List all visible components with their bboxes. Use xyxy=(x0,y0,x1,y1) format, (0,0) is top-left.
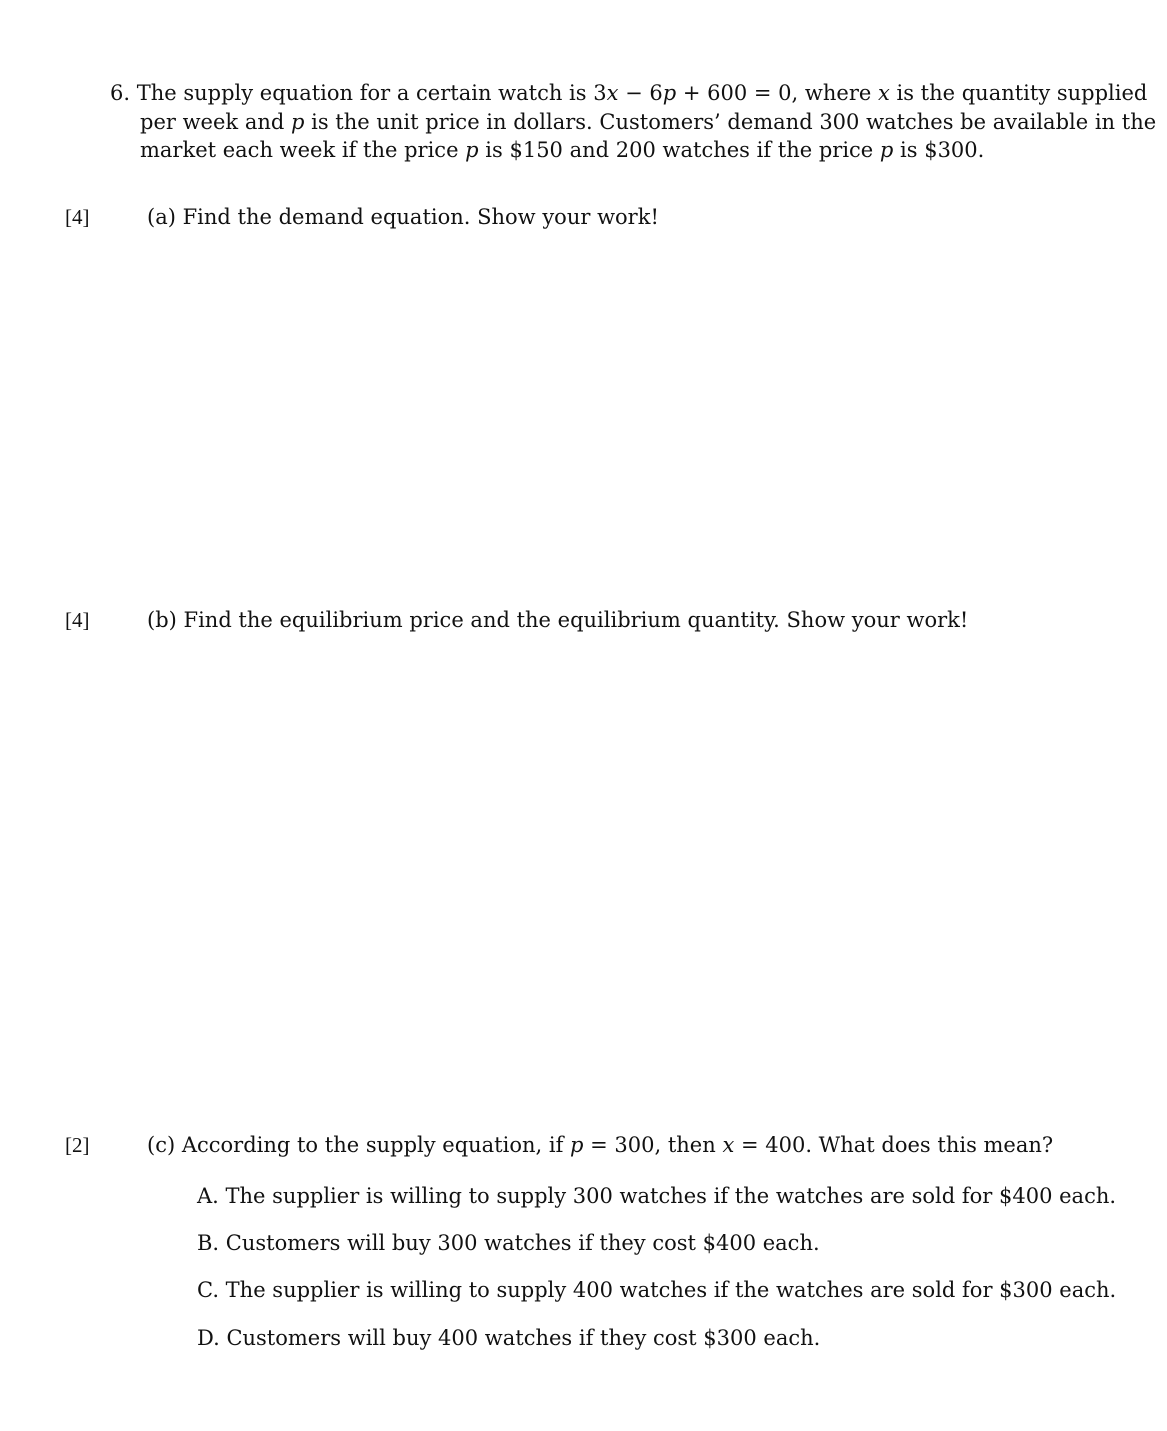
part-b-answer-space[interactable] xyxy=(140,645,1087,1125)
part-b-prompt: (b) Find the equilibrium price and the equilibrium quantity. Show your work! xyxy=(147,608,969,632)
question-stem-line-3: market each week if the price p is $150 and 200 watches if the price p is $300. xyxy=(140,138,985,162)
part-b-marks: [4] xyxy=(65,608,90,632)
part-a-prompt: (a) Find the demand equation. Show your work! xyxy=(147,205,659,229)
part-a-marks: [4] xyxy=(65,205,90,229)
question-stem-line-1: 6. The supply equation for a certain watch is 3x − 6p + 600 = 0, where x is the quantity supplied xyxy=(110,81,1148,105)
option-a[interactable]: A. The supplier is willing to supply 300 watches if the watches are sold for $400 each. xyxy=(197,1184,1117,1208)
question-number: 6. xyxy=(110,81,131,105)
part-c-prompt: (c) According to the supply equation, if p = 300, then x = 400. What does this mean? xyxy=(147,1133,1054,1157)
question-stem-line-2: per week and p is the unit price in dollars. Customers’ demand 300 watches be available in the xyxy=(140,110,1157,134)
option-d[interactable]: D. Customers will buy 400 watches if they cost $300 each. xyxy=(197,1326,821,1350)
option-b[interactable]: B. Customers will buy 300 watches if they cost $400 each. xyxy=(197,1231,820,1255)
option-c[interactable]: C. The supplier is willing to supply 400 watches if the watches are sold for $300 each. xyxy=(197,1278,1117,1302)
part-c-marks: [2] xyxy=(65,1133,90,1157)
part-a-answer-space[interactable] xyxy=(140,240,1087,600)
